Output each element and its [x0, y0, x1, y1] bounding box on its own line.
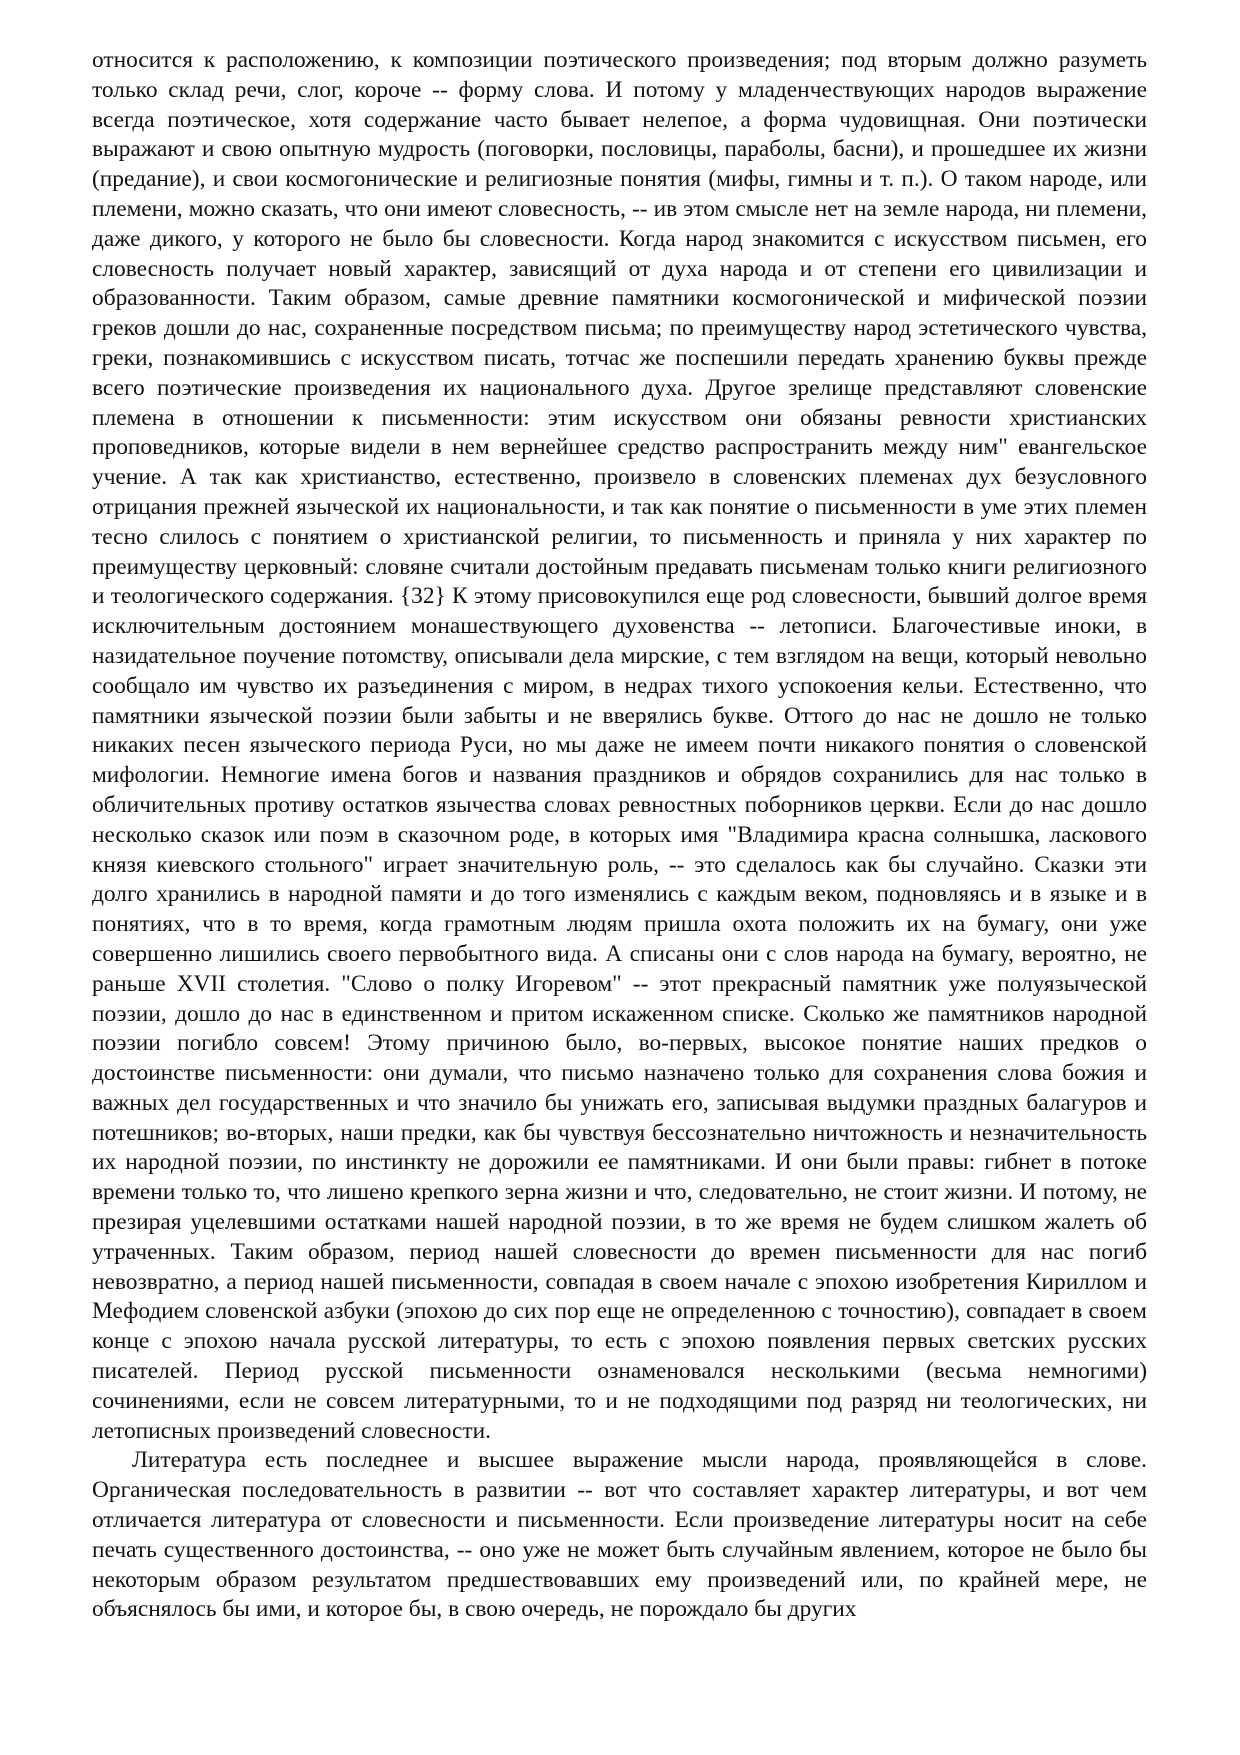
paragraph-literature: Литература есть последнее и высшее выражение мысли народа, проявляющейся в слове. Органическая последовательность в развитии -- вот что составляет характер литературы, и вот чем отличается литература от словесности и письменности. Если произведение литературы носит на себе печать существенного достоинства, -- оно уже не может быть случайным явлением, которое не было бы некоторым образом результатом предшествовавших ему произведений или, по крайней мере, не объяснялось бы ими, и которое бы, в свою очередь, не порождало бы других: [92, 1447, 1147, 1623]
document-page: [92, 46, 1147, 1625]
paragraph-continued: относится к расположению, к композиции поэтического произведения; под вторым должно разуметь только склад речи, слог, короче -- форму слова. И потому у младенчествующих народов выражение всегда поэтическое, хотя содержание часто бывает нелепое, а форма чудовищная. Они поэтически выражают и свою опытную мудрость (поговорки, пословицы, параболы, басни), и прошедшее их жизни (предание), и свои космогонические и религиозные понятия (мифы, гимны и т. п.). О таком народе, или племени, можно сказать, что они имеют словесность, -- ив этом смысле нет на земле народа, ни племени, даже дикого, у которого не было бы словесности. Когда народ знакомится с искусством письмен, его словесность получает новый характер, зависящий от духа народа и от степени его цивилизации и образованности. Таким образом, самые древние памятники космогонической и мифической поэзии греков дошли до нас, сохраненные посредством письма; по преимуществу народ эстетического чувства, греки, познакомившись с искусством писать, тотчас же поспешили передать хранению буквы прежде всего поэтические произведения их национального духа. Другое зрелище представляют словенские племена в отношении к письменности: этим искусством они обязаны ревности христианских проповедников, которые видели в нем вернейшее средство распространить между ним" евангельское учение. А так как христианство, естественно, произвело в словенских племенах дух безусловного отрицания прежней языческой их национальности, и так как понятие о письменности в уме этих племен тесно слилось с понятием о христианской религии, то письменность и приняла у них характер по преимуществу церковный: словяне считали достойным предавать письменам только книги религиозного и теологического содержания. {32} К этому присовокупился еще род словесности, бывший долгое время исключительным достоянием монашествующего духовенства -- летописи. Благочестивые иноки, в назидательное поучение потомству, описывали дела мирские, с тем взглядом на вещи, который невольно сообщало им чувство их разъединения с миром, в недрах тихого успокоения кельи. Естественно, что памятники языческой поэзии были забыты и не вверялись букве. Оттого до нас не дошло не только никаких песен языческого периода Руси, но мы даже не имеем почти никакого понятия о словенской мифологии. Немногие имена богов и названия праздников и обрядов сохранились для нас только в обличительных противу остатков язычества словах ревностных поборников церкви. Если до нас дошло несколько сказок или поэм в сказочном роде, в которых имя "Владимира красна солнышка, ласкового князя киевского стольного" играет значительную роль, -- это сделалось как бы случайно. Сказки эти долго хранились в народной памяти и до того изменялись с каждым веком, подновляясь и в языке и в понятиях, что в то время, когда грамотным людям пришла охота положить их на бумагу, они уже совершенно лишились своего первобытного вида. А списаны они с слов народа на бумагу, вероятно, не раньше XVII столетия. "Слово о полку Игоревом" -- этот прекрасный памятник уже полуязыческой поэзии, дошло до нас в единственном и притом искаженном списке. Сколько же памятников народной поэзии погибло совсем! Этому причиною было, во-первых, высокое понятие наших предков о достоинстве письменности: они думали, что письмо назначено только для сохранения слова божия и важных дел государственных и что значило бы унижать его, записывая выдумки праздных балагуров и потешников; во-вторых, наши предки, как бы чувствуя бессознательно ничтожность и незначительность их народной поэзии, по инстинкту не дорожили ее памятниками. И они были правы: гибнет в потоке времени только то, что лишено крепкого зерна жизни и что, следовательно, не стоит жизни. И потому, не презирая уцелевшими остатками нашей народной поэзии, в то же время не будем слишком жалеть об утраченных. Таким образом, период нашей словесности до времен письменности для нас погиб невозвратно, а период нашей письменности, совпадая в своем начале с эпохою изобретения Кириллом и Мефодием словенской азбуки (эпохою до сих пор еще не определенною с точностию), совпадает в своем конце с эпохою начала русской литературы, то есть с эпохою появления первых светских русских писателей. Период русской письменности ознаменовался несколькими (весьма немногими) сочинениями, если не совсем литературными, то и не подходящими под разряд ни теологических, ни летописных произведений словесности.: [92, 47, 1147, 1444]
